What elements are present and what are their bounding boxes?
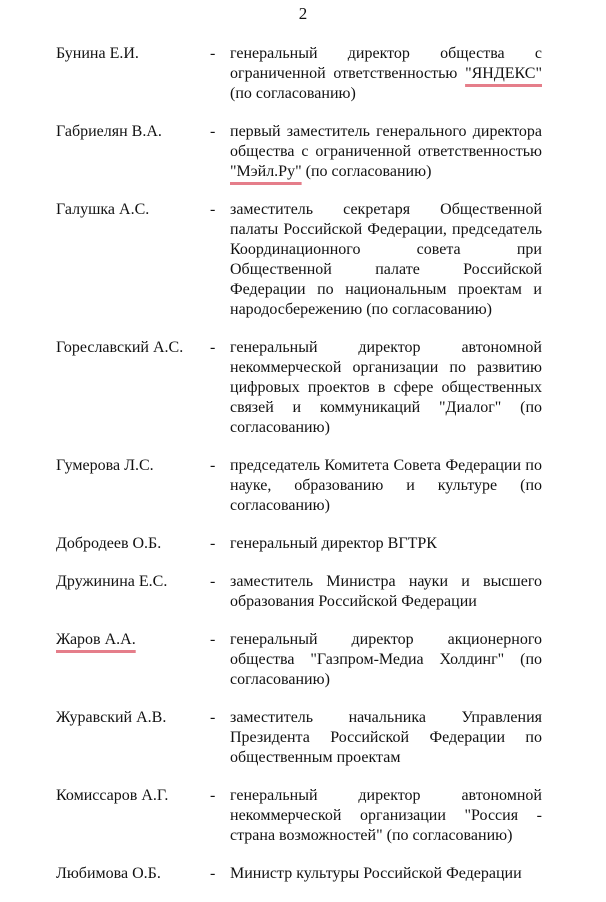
member-description [230,708,542,768]
member-row [56,708,542,768]
member-row [56,200,542,320]
member-dash: - [210,201,216,218]
member-dash: - [210,123,216,140]
member-row [56,456,542,516]
description-highlight: "ЯНДЕКС" [465,65,542,82]
member-name-text: Бунина Е.И. [56,45,139,62]
description-text: заместитель Министра науки и высшего образования Российской Федерации [230,573,542,610]
member-dash: - [210,787,216,804]
member-dash: - [210,631,216,648]
description-text: генеральный директор автономной некоммерческой организации по развитию цифровых проектов в сфере общественных связей и коммуникаций "Диалог" (по согласованию) [230,339,542,436]
member-name-text: Габриелян В.А. [56,123,162,140]
member-name-text: Гумерова Л.С. [56,457,154,474]
member-name [56,456,210,476]
member-name-text: Галушка А.С. [56,201,150,218]
member-description [230,534,542,554]
member-description [230,630,542,690]
member-name [56,200,210,220]
description-text: Министр культуры Российской Федерации [230,865,522,882]
description-text: генеральный директор акционерного общества "Газпром-Медиа Холдинг" (по согласованию) [230,631,542,688]
member-row [56,786,542,846]
member-row [56,122,542,182]
description-text: генеральный директор общества с ограниченной ответственностью [230,45,542,82]
member-description [230,864,542,884]
member-row [56,864,542,884]
description-text: заместитель секретаря Общественной палаты Российской Федерации, председатель Координационного совета при Общественной палате Российской Федерации по национальным проектам и народосбережению (по согласованию) [230,201,542,318]
members-list [56,44,542,902]
member-dash: - [210,709,216,726]
description-text: заместитель начальника Управления Президента Российской Федерации по общественным проектам [230,709,542,766]
member-name [56,630,210,650]
member-dash: - [210,457,216,474]
description-text: генеральный директор автономной некоммерческой организации "Россия - страна возможностей" (по согласованию) [230,787,542,844]
member-description [230,456,542,516]
description-text-after: (по согласованию) [301,163,432,180]
member-description [230,786,542,846]
member-name-text: Дружинина Е.С. [56,573,168,590]
description-text-after: (по согласованию) [230,85,356,102]
member-description [230,44,542,104]
member-name-text: Комиссаров А.Г. [56,787,169,804]
member-name [56,44,210,64]
member-name-text: Гореславский А.С. [56,339,184,356]
member-dash: - [210,535,216,552]
description-text: председатель Комитета Совета Федерации по науке, образованию и культуре (по согласованию) [230,457,542,514]
member-dash: - [210,865,216,882]
member-row [56,338,542,438]
member-description [230,200,542,320]
member-name [56,864,210,884]
member-description [230,572,542,612]
member-name [56,338,210,358]
member-name [56,708,210,728]
member-row [56,534,542,554]
description-text: первый заместитель генерального директора общества с ограниченной ответственностью [230,123,542,160]
member-row [56,572,542,612]
member-dash: - [210,573,216,590]
member-description [230,122,542,182]
member-description [230,338,542,438]
member-name [56,786,210,806]
member-dash: - [210,45,216,62]
member-name-text: Добродеев О.Б. [56,535,162,552]
member-name [56,534,210,554]
member-row [56,630,542,690]
member-name-text: Любимова О.Б. [56,865,161,882]
member-row [56,44,542,104]
page-number: 2 [298,4,308,23]
member-name [56,122,210,142]
description-highlight: "Мэйл.Ру" [230,163,302,180]
member-name-text: Журавский А.В. [56,709,167,726]
member-name [56,572,210,592]
description-text: генеральный директор ВГТРК [230,535,437,552]
member-dash: - [210,339,216,356]
member-name-text: Жаров А.А. [56,631,136,648]
